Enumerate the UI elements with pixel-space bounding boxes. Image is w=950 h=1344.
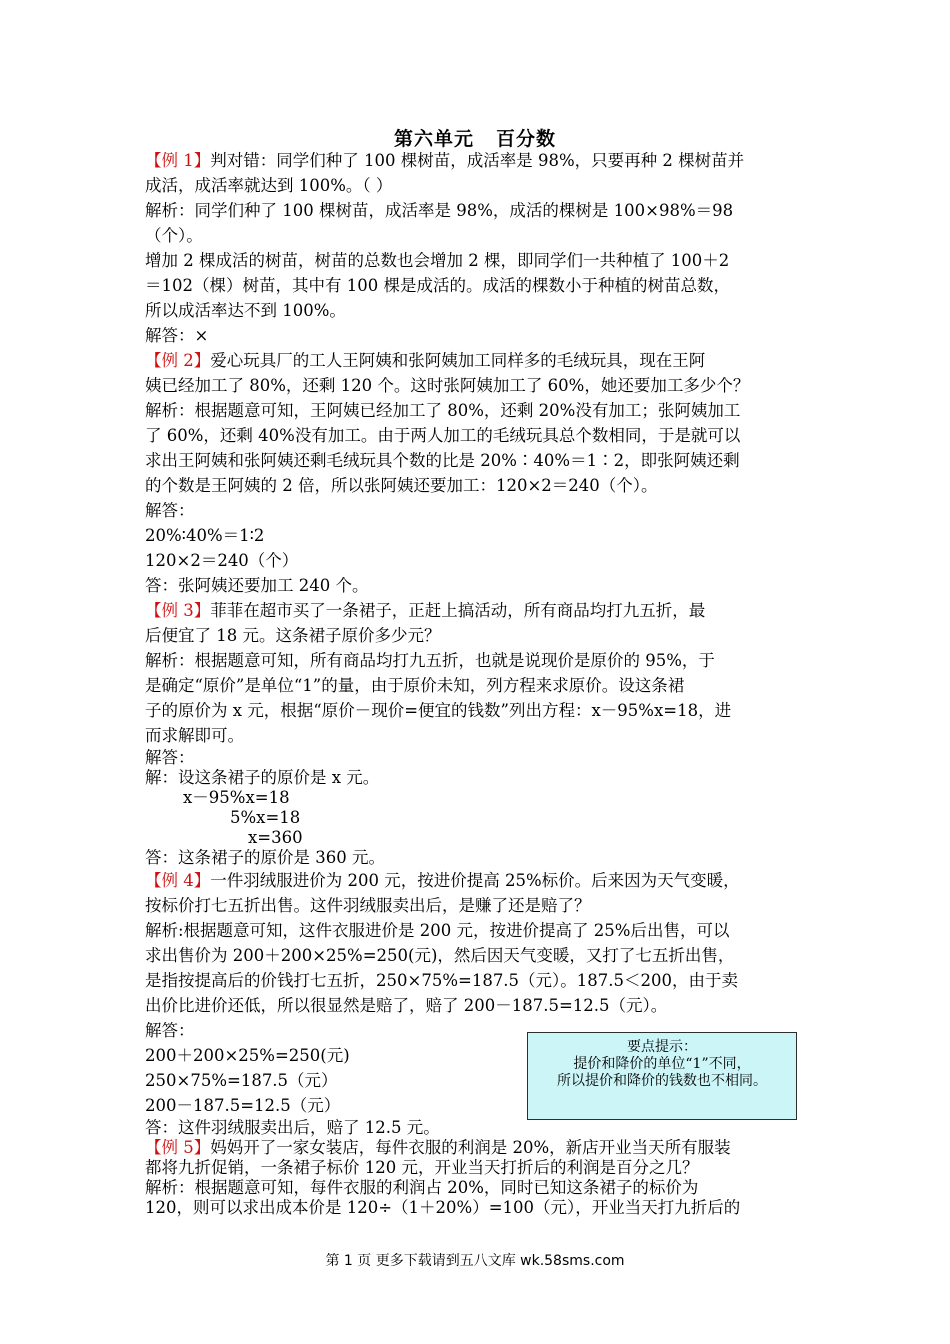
text-line: [145, 248, 815, 273]
text-line: [145, 498, 815, 523]
line-text: 200－187.5=12.5（元）: [145, 1096, 341, 1115]
example-label: 【例 1】: [145, 151, 211, 170]
text-line: [145, 788, 815, 808]
text-line: [145, 573, 815, 598]
tip-box: [527, 1032, 797, 1120]
text-line: [145, 768, 815, 788]
line-text: 而求解即可。: [145, 726, 244, 745]
line-text: 一件羽绒服进价为 200 元，按进价提高 25%标价。后来因为天气变暖，: [210, 871, 740, 890]
line-text: 250×75%=187.5（元）: [145, 1071, 338, 1090]
text-line: [145, 943, 815, 968]
text-line: [145, 1178, 815, 1198]
line-text: 了 60%，还剩 40%没有加工。由于两人加工的毛绒玩具总个数相同，于是就可以: [145, 426, 741, 445]
text-line: [145, 173, 815, 198]
line-text: 后便宜了 18 元。这条裙子原价多少元？: [145, 626, 441, 645]
title-unit: 第六单元: [393, 128, 474, 150]
text-line: [145, 748, 815, 768]
text-line: [145, 968, 815, 993]
example-heading-line: [145, 348, 815, 373]
line-text: 妈妈开了一家女装店，每件衣服的利润是 20%，新店开业当天所有服装: [210, 1138, 731, 1157]
line-text: 200＋200×25%=250(元): [145, 1046, 350, 1065]
text-line: [145, 623, 815, 648]
line-text: 解答：: [145, 501, 195, 520]
tip-line-2: 所以提价和降价的钱数也不相同。: [557, 1073, 767, 1089]
line-text: 子的原价为 x 元，根据“原价－现价=便宜的钱数”列出方程：x－95%x=18，进: [145, 701, 732, 720]
example-label: 【例 2】: [145, 351, 211, 370]
line-text: 解析：根据题意可知，所有商品均打九五折，也就是说现价是原价的 95%，于: [145, 651, 715, 670]
line-text: 是指按提高后的价钱打七五折，250×75%=187.5（元）。187.5＜200，由于卖: [145, 971, 739, 990]
line-text: 120，则可以求出成本价是 120÷（1＋20%）=100（元），开业当天打九折后的: [145, 1198, 741, 1217]
page-title: [0, 124, 950, 151]
text-line: [145, 273, 815, 298]
line-text: 答：张阿姨还要加工 240 个。: [145, 576, 369, 595]
text-line: [145, 808, 815, 828]
line-text: 所以成活率达不到 100%。: [145, 301, 346, 320]
text-line: [145, 298, 815, 323]
page-footer: 第 1 页 更多下载请到五八文库 wk.58sms.com: [325, 1253, 625, 1269]
text-line: [145, 473, 815, 498]
text-line: [145, 648, 815, 673]
text-line: [145, 1198, 815, 1218]
text-line: [145, 1158, 815, 1178]
line-text: 解答：×: [145, 326, 209, 345]
text-line: [145, 698, 815, 723]
line-text: 解析：根据题意可知，每件衣服的利润占 20%，同时已知这条裙子的标价为: [145, 1178, 699, 1197]
tip-line-1: 提价和降价的单位“1”不同，: [573, 1056, 751, 1072]
line-text: 爱心玩具厂的工人王阿姨和张阿姨加工同样多的毛绒玩具，现在王阿: [210, 351, 706, 370]
line-text: 姨已经加工了 80%，还剩 120 个。这时张阿姨加工了 60%，她还要加工多少个？: [145, 376, 750, 395]
line-text: 答：这件羽绒服卖出后，赔了 12.5 元。: [145, 1118, 440, 1137]
line-text: 解答：: [145, 748, 195, 767]
line-text: ＝102（棵）树苗，其中有 100 棵是成活的。成活的棵数小于种植的树苗总数，: [145, 276, 730, 295]
text-line: [145, 198, 815, 223]
line-text: 判对错：同学们种了 100 棵树苗，成活率是 98%，只要再种 2 棵树苗并: [210, 151, 745, 170]
line-text: 出价比进价还低，所以很显然是赔了，赔了 200－187.5=12.5（元）。: [145, 996, 668, 1015]
line-text: 解析：根据题意可知，王阿姨已经加工了 80%，还剩 20%没有加工；张阿姨加工: [145, 401, 741, 420]
text-line: [145, 323, 815, 348]
line-text: 解析：同学们种了 100 棵树苗，成活率是 98%，成活的棵树是 100×98%＝98: [145, 201, 734, 220]
line-text: 答：这条裙子的原价是 360 元。: [145, 848, 385, 867]
text-line: [145, 828, 815, 848]
text-line: [145, 448, 815, 473]
example-label: 【例 3】: [145, 601, 211, 620]
text-line: [145, 673, 815, 698]
text-line: [145, 423, 815, 448]
line-text: 解答：: [145, 1021, 195, 1040]
line-text: 解：设这条裙子的原价是 x 元。: [145, 768, 380, 787]
text-line: [145, 1118, 815, 1138]
line-text: 按标价打七五折出售。这件羽绒服卖出后，是赚了还是赔了？: [145, 896, 591, 915]
text-line: [145, 398, 815, 423]
line-text: 成活，成活率就达到 100%。（ ）: [145, 176, 393, 195]
line-text: 是确定“原价”是单位“1”的量，由于原价未知，列方程来求原价。设这条裙: [145, 676, 685, 695]
line-text: 都将九折促销，一条裙子标价 120 元，开业当天打折后的利润是百分之几？: [145, 1158, 699, 1177]
line-text: 求出王阿姨和张阿姨还剩毛绒玩具个数的比是 20%∶40%＝1∶2，即张阿姨还剩: [145, 451, 740, 470]
text-line: [145, 373, 815, 398]
example-heading-line: [145, 1138, 815, 1158]
text-line: [145, 548, 815, 573]
example-label: 【例 4】: [145, 871, 211, 890]
text-line: [145, 848, 815, 868]
tip-title: 要点提示：: [627, 1039, 697, 1055]
line-text: 菲菲在超市买了一条裙子，正赶上搞活动，所有商品均打九五折，最: [210, 601, 706, 620]
line-text: 20%∶40%＝1∶2: [145, 526, 265, 545]
line-text: （个）。: [145, 226, 203, 245]
example-heading-line: [145, 598, 815, 623]
line-text: 解析:根据题意可知，这件衣服进价是 200 元，按进价提高了 25%后出售，可以: [145, 921, 730, 940]
text-line: [145, 993, 815, 1018]
line-text: 求出售价为 200＋200×25%=250(元)，然后因天气变暖，又打了七五折出售，: [145, 946, 735, 965]
text-line: [145, 223, 815, 248]
line-text: 120×2＝240（个）: [145, 551, 299, 570]
example-heading-line: [145, 868, 815, 893]
line-text: 5%x=18: [230, 808, 301, 827]
text-line: [145, 723, 815, 748]
line-text: 的个数是王阿姨的 2 倍，所以张阿姨还要加工：120×2＝240（个）。: [145, 476, 658, 495]
line-text: 增加 2 棵成活的树苗，树苗的总数也会增加 2 棵，即同学们一共种植了 100＋2: [145, 251, 730, 270]
line-text: x－95%x=18: [183, 788, 290, 807]
example-heading-line: [145, 148, 815, 173]
text-line: [145, 893, 815, 918]
title-topic: 百分数: [496, 128, 557, 150]
line-text: x=360: [248, 828, 303, 847]
text-line: [145, 918, 815, 943]
example-label: 【例 5】: [145, 1138, 211, 1157]
text-line: [145, 523, 815, 548]
